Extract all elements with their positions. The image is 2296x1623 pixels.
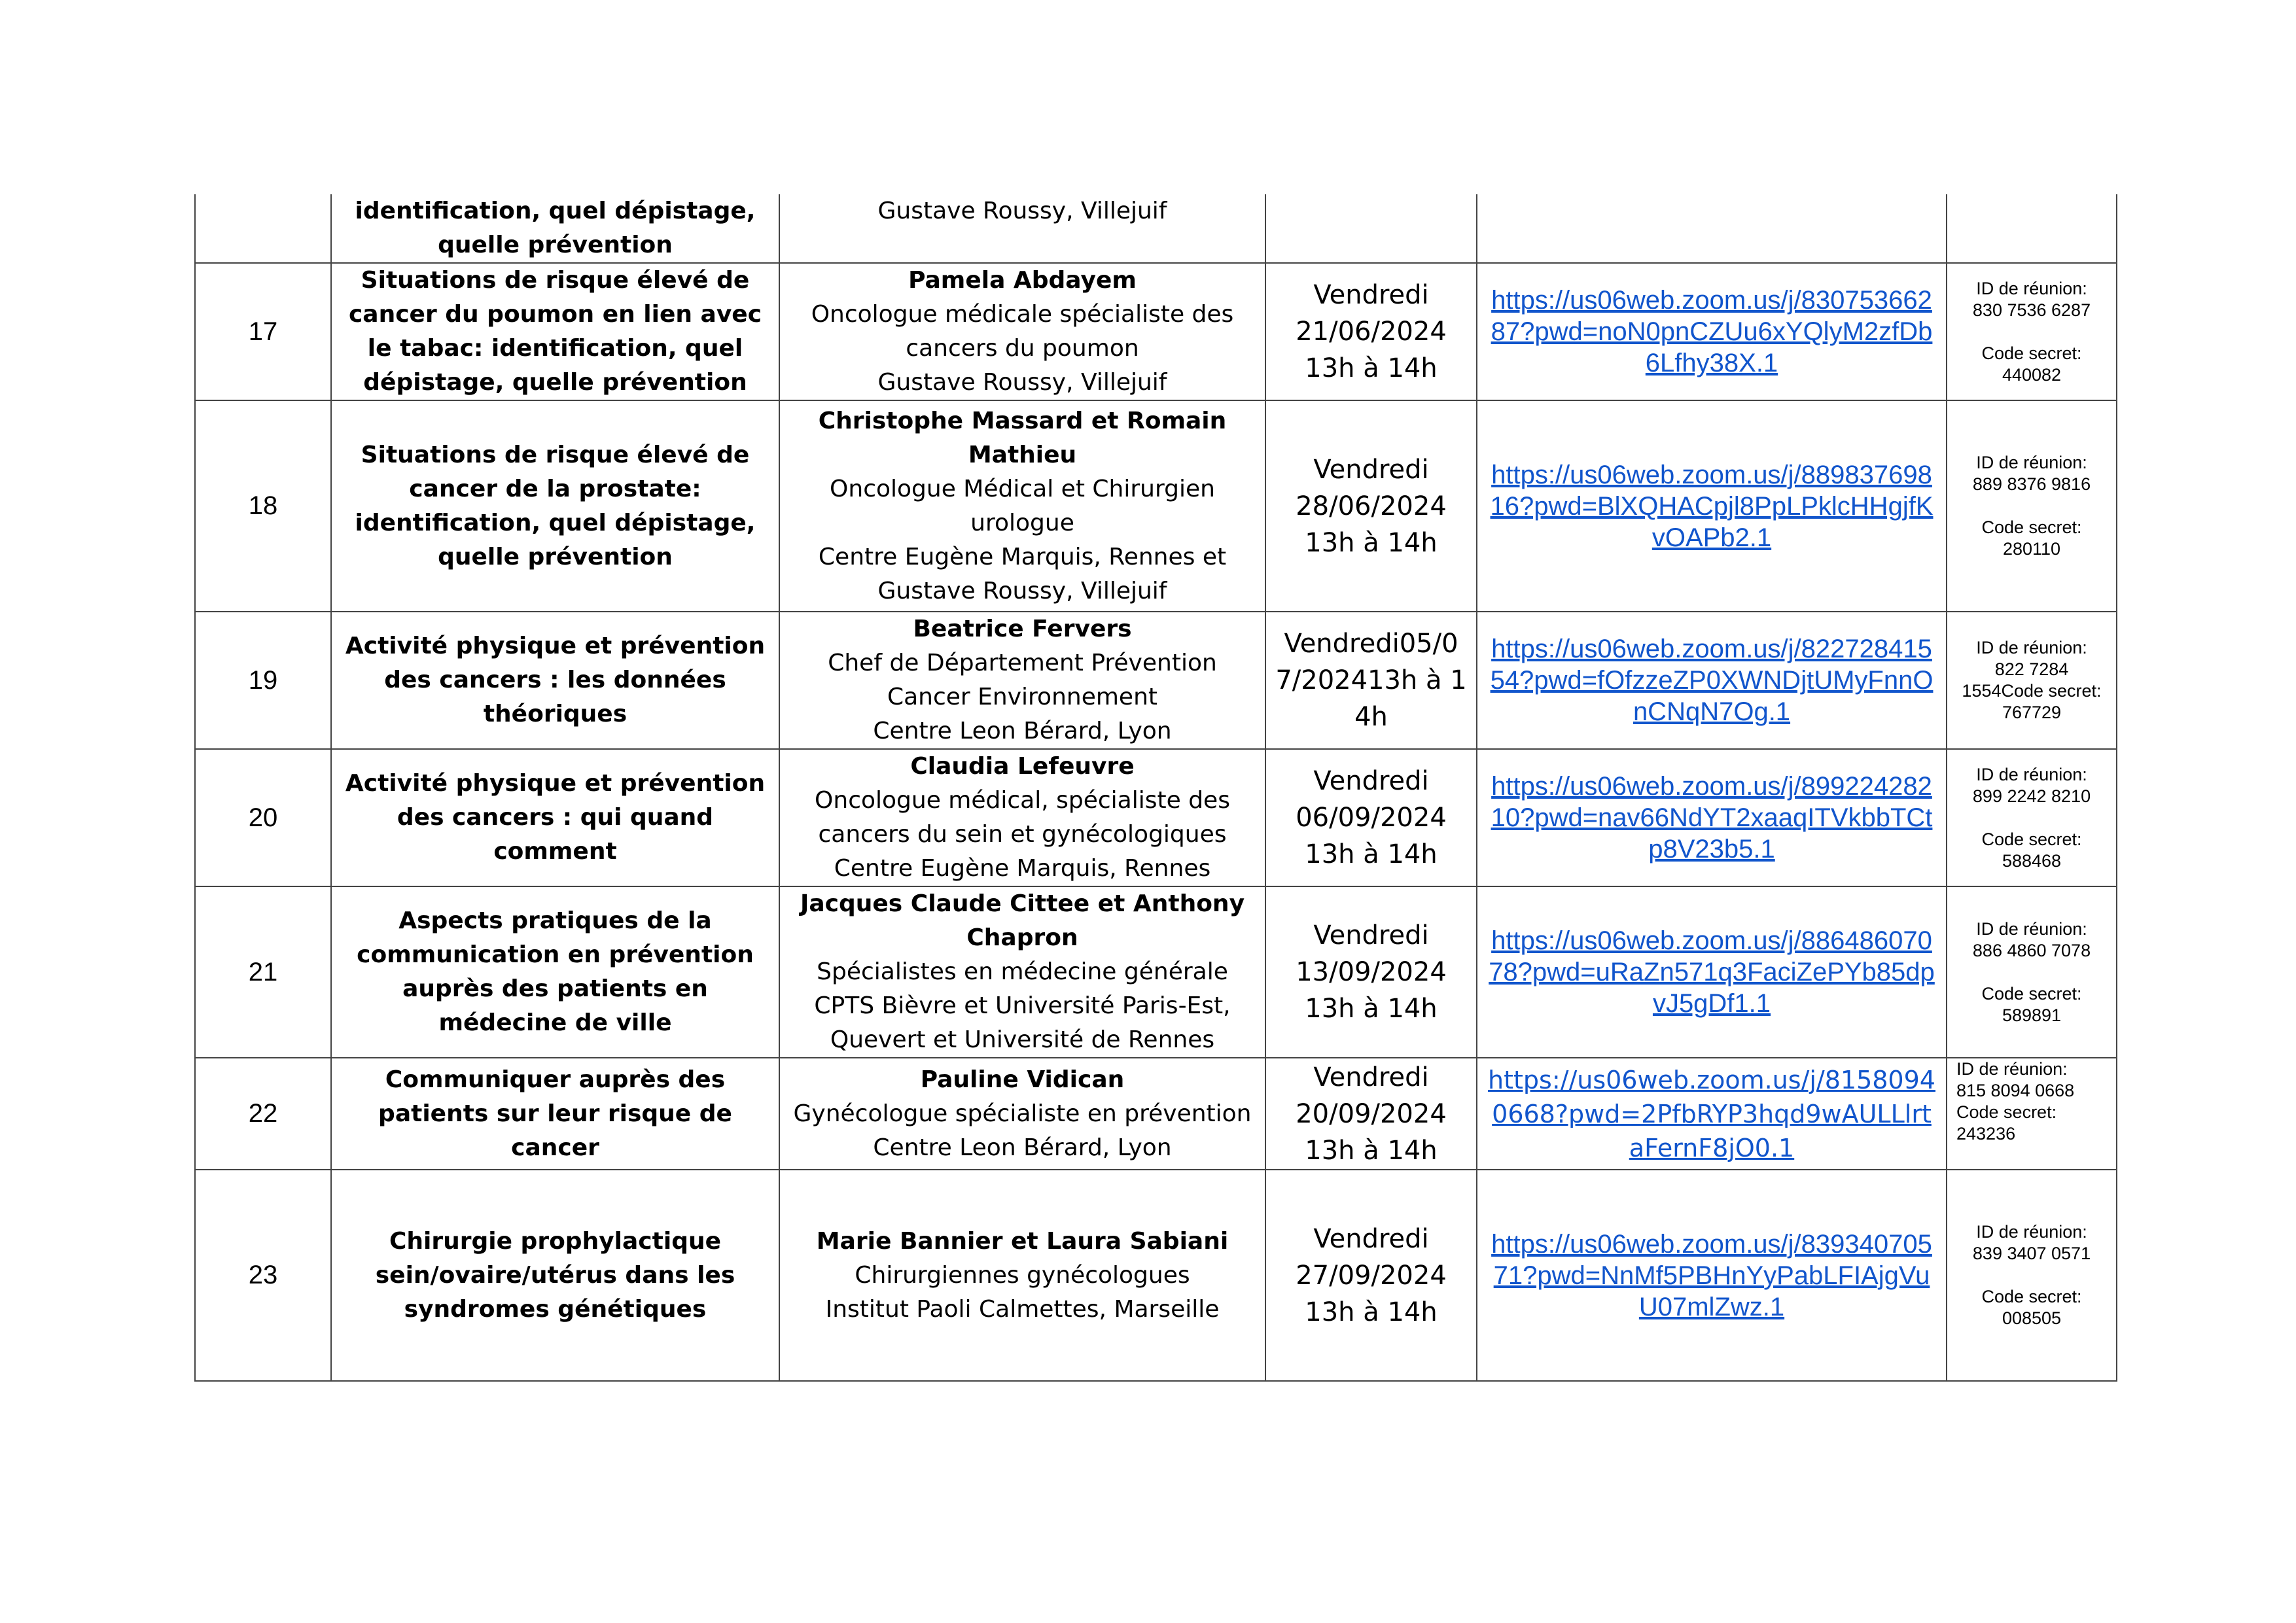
passcode: 589891: [2002, 1005, 2062, 1025]
meeting-id-label: ID de réunion:: [1976, 918, 2087, 939]
zoom-link[interactable]: https://us06web.zoom.us/j/89922428210?pwd=nav66NdYT2xaaqITVkbbTCtp8V23b5.1: [1491, 772, 1933, 864]
session-speaker: [779, 400, 1265, 612]
speaker-role: Oncologue Médical et Chirurgien urologue: [830, 475, 1215, 536]
passcode-label: Code secret:: [1981, 829, 2082, 849]
session-credentials: [1947, 1170, 2117, 1381]
meeting-id: 822 7284 1554Code secret: 767729: [1962, 659, 2102, 722]
date-day: Vendredi: [1313, 280, 1429, 310]
session-link: [1477, 612, 1947, 749]
meeting-id: 815 8094 0668: [1956, 1081, 2075, 1100]
session-speaker: [779, 263, 1265, 400]
session-link: [1477, 749, 1947, 886]
date-time: 13h à 14h: [1305, 1135, 1438, 1166]
zoom-link[interactable]: https://us06web.zoom.us/j/83934070571?pwd=NnMf5PBHnYyPabLFIAjgVuU07mlZwz.1: [1491, 1229, 1932, 1321]
zoom-link[interactable]: https://us06web.zoom.us/j/82272841554?pwd=fOfzzeZP0XWNDjtUMyFnnOnCNqN7Og.1: [1490, 635, 1934, 726]
speaker-role: Oncologue médical, spécialiste des cancers du sein et gynécologiques: [815, 787, 1230, 848]
session-speaker: [779, 194, 1265, 263]
session-link: [1477, 1170, 1947, 1381]
date-value: 28/06/2024: [1296, 491, 1447, 521]
session-link: [1477, 886, 1947, 1058]
sessions-table: [194, 194, 2117, 1382]
date-value: 13/09/2024: [1296, 957, 1447, 987]
speaker-affiliation: Centre Leon Bérard, Lyon: [873, 1134, 1172, 1161]
session-credentials: [1947, 263, 2117, 400]
speaker-role: Spécialistes en médecine générale: [817, 958, 1228, 985]
meeting-id-label: ID de réunion:: [1976, 278, 2087, 298]
table-row: [195, 1058, 2117, 1170]
session-title: Activité physique et prévention des cancers : les données théoriques: [331, 612, 779, 749]
date-value: 21/06/2024: [1296, 317, 1447, 347]
table-row: [195, 749, 2117, 886]
zoom-link[interactable]: https://us06web.zoom.us/j/88983769816?pwd=BlXQHACpjl8PpLPklcHHgjfKvOAPb2.1: [1490, 460, 1934, 552]
session-date: [1265, 1058, 1477, 1170]
speaker-affiliation: Centre Leon Bérard, Lyon: [873, 718, 1172, 744]
session-date: [1265, 612, 1477, 749]
session-link: [1477, 194, 1947, 263]
session-credentials: [1947, 400, 2117, 612]
speaker-name: Marie Bannier et Laura Sabiani: [816, 1227, 1229, 1255]
session-number: 21: [195, 886, 331, 1058]
speaker-name: Pauline Vidican: [920, 1066, 1125, 1093]
meeting-id: 889 8376 9816: [1972, 474, 2091, 494]
session-date: [1265, 886, 1477, 1058]
date-day: Vendredi: [1313, 1062, 1429, 1092]
session-title: identification, quel dépistage, quelle prévention: [331, 194, 779, 263]
meeting-id-label: ID de réunion:: [1976, 453, 2087, 472]
session-title: Aspects pratiques de la communication en prévention auprès des patients en médecine de ville: [331, 886, 779, 1058]
session-link: [1477, 400, 1947, 612]
table-row: [195, 400, 2117, 612]
passcode: 008505: [2002, 1308, 2062, 1328]
speaker-affiliation: Gustave Roussy, Villejuif: [877, 369, 1167, 396]
session-title: Chirurgie prophylactique sein/ovaire/utérus dans les syndromes génétiques: [331, 1170, 779, 1381]
session-number: 18: [195, 400, 331, 612]
passcode: 588468: [2002, 850, 2062, 871]
session-date: [1265, 194, 1477, 263]
passcode-label: Code secret:: [1981, 343, 2082, 363]
date-time: 13h à 14h: [1305, 994, 1438, 1024]
session-link: [1477, 263, 1947, 400]
session-credentials: [1947, 612, 2117, 749]
speaker-role: Gynécologue spécialiste en prévention: [793, 1100, 1252, 1127]
session-number: 17: [195, 263, 331, 400]
date-day: Vendredi: [1313, 920, 1429, 951]
zoom-link[interactable]: https://us06web.zoom.us/j/88648607078?pwd=uRaZn571q3FaciZePYb85dpvJ5gDf1.1: [1489, 926, 1935, 1018]
session-number: 19: [195, 612, 331, 749]
speaker-name: Pamela Abdayem: [908, 267, 1137, 294]
meeting-id-label: ID de réunion:: [1976, 764, 2087, 784]
passcode-label: Code secret:: [1981, 517, 2082, 537]
meeting-id-label: ID de réunion:: [1976, 638, 2087, 657]
speaker-affiliation: Institut Paoli Calmettes, Marseille: [825, 1295, 1220, 1323]
session-credentials: [1947, 1058, 2117, 1170]
passcode: 440082: [2002, 364, 2062, 385]
passcode-label: Code secret:: [1981, 1287, 2082, 1306]
meeting-id-label: ID de réunion:: [1956, 1059, 2068, 1079]
speaker-affiliation: Gustave Roussy, Villejuif: [877, 198, 1167, 224]
speaker-role: Oncologue médicale spécialiste des cancers du poumon: [811, 301, 1234, 362]
session-title: Situations de risque élevé de cancer du poumon en lien avec le tabac: identification, quel dépistage, quelle prévention: [331, 263, 779, 400]
session-link: [1477, 1058, 1947, 1170]
session-date: [1265, 400, 1477, 612]
meeting-id: 899 2242 8210: [1972, 786, 2091, 806]
passcode-label: Code secret:: [1981, 983, 2082, 1003]
session-credentials: [1947, 886, 2117, 1058]
session-title: Communiquer auprès des patients sur leur risque de cancer: [331, 1058, 779, 1170]
meeting-id: 839 3407 0571: [1972, 1244, 2091, 1263]
table-row: [195, 194, 2117, 263]
speaker-affiliation: Centre Eugène Marquis, Rennes: [834, 855, 1211, 882]
passcode-label: Code secret:: [1956, 1102, 2057, 1122]
date-day: Vendredi: [1313, 454, 1429, 485]
date-value: 27/09/2024: [1296, 1260, 1447, 1291]
date-time: 13h à 14h: [1305, 527, 1438, 558]
speaker-name: Jacques Claude Cittee et Anthony Chapron: [800, 890, 1245, 951]
session-speaker: [779, 886, 1265, 1058]
table-row: [195, 263, 2117, 400]
date-day: Vendredi: [1313, 766, 1429, 796]
session-number: 20: [195, 749, 331, 886]
date-combined: Vendredi05/07/202413h à 14h: [1275, 629, 1467, 732]
session-number: [195, 194, 331, 263]
date-time: 13h à 14h: [1305, 839, 1438, 869]
meeting-id: 830 7536 6287: [1972, 300, 2091, 320]
session-date: [1265, 749, 1477, 886]
passcode: 280110: [2002, 539, 2061, 559]
speaker-name: Claudia Lefeuvre: [910, 753, 1135, 780]
session-speaker: [779, 749, 1265, 886]
table-row: [195, 612, 2117, 749]
table-row: [195, 1170, 2117, 1381]
session-title: Activité physique et prévention des cancers : qui quand comment: [331, 749, 779, 886]
speaker-affiliation: CPTS Bièvre et Université Paris-Est, Quevert et Université de Rennes: [814, 992, 1231, 1053]
session-date: [1265, 263, 1477, 400]
speaker-role: Chirurgiennes gynécologues: [855, 1261, 1190, 1289]
date-value: 20/09/2024: [1296, 1098, 1447, 1129]
session-credentials: [1947, 749, 2117, 886]
session-title: Situations de risque élevé de cancer de la prostate: identification, quel dépistage, quelle prévention: [331, 400, 779, 612]
meeting-id: 886 4860 7078: [1972, 940, 2091, 960]
date-value: 06/09/2024: [1296, 803, 1447, 833]
date-time: 13h à 14h: [1305, 353, 1438, 383]
speaker-affiliation: Centre Eugène Marquis, Rennes et Gustave Roussy, Villejuif: [818, 543, 1227, 604]
date-time: 13h à 14h: [1305, 1297, 1438, 1327]
speaker-name: Beatrice Fervers: [913, 616, 1132, 642]
session-speaker: [779, 1170, 1265, 1381]
table-row: [195, 886, 2117, 1058]
session-speaker: [779, 612, 1265, 749]
session-date: [1265, 1170, 1477, 1381]
speaker-name: Christophe Massard et Romain Mathieu: [818, 407, 1227, 468]
passcode: 243236: [1956, 1124, 2016, 1143]
session-number: 22: [195, 1058, 331, 1170]
session-credentials: [1947, 194, 2117, 263]
zoom-link[interactable]: https://us06web.zoom.us/j/81580940668?pwd=2PfbRYP3hqd9wAULLlrtaFernF8jO0.1: [1488, 1065, 1935, 1162]
date-day: Vendredi: [1313, 1223, 1429, 1254]
zoom-link[interactable]: https://us06web.zoom.us/j/83075366287?pwd=noN0pnCZUu6xYQlyM2zfDb6Lfhy38X.1: [1491, 286, 1933, 377]
session-speaker: [779, 1058, 1265, 1170]
session-number: 23: [195, 1170, 331, 1381]
meeting-id-label: ID de réunion:: [1976, 1222, 2087, 1242]
speaker-role: Chef de Département Prévention Cancer Environnement: [828, 650, 1217, 710]
